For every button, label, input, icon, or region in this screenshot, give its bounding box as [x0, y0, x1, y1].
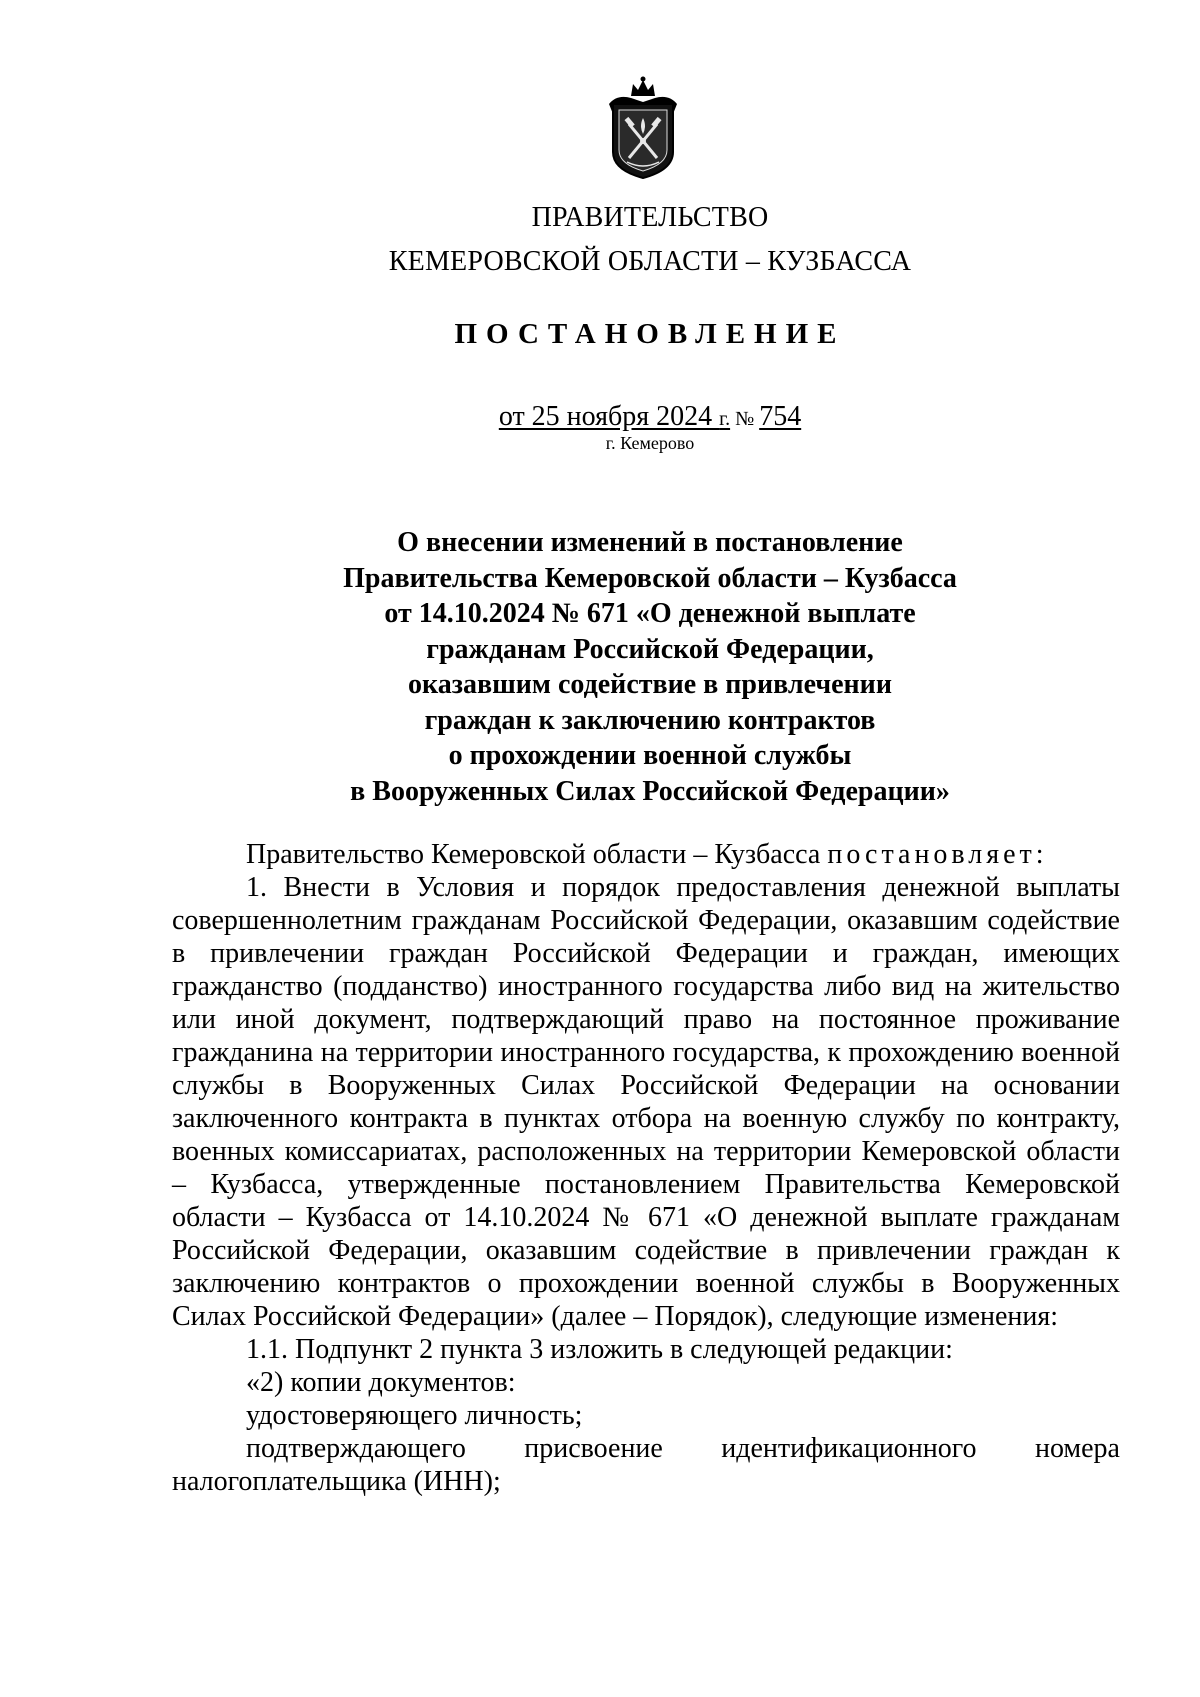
inn-tail-line: налогоплательщика (ИНН);	[172, 1466, 501, 1497]
title-line: оказавшим содействие в привлечении	[408, 669, 892, 700]
document-title	[50, 525, 1200, 809]
decree-date: от 25 ноября 2024	[498, 401, 720, 432]
intro-text: Правительство Кемеровской области – Кузбасса	[246, 839, 828, 870]
title-line: О внесении изменений в постановление	[397, 527, 903, 558]
title-line: Правительства Кемеровской области – Кузбасса	[343, 562, 957, 594]
title-line: граждан к заключению контрактов	[424, 704, 876, 736]
inn-word: подтверждающего	[246, 1433, 466, 1464]
title-line: от 14.10.2024 № 671 «О денежной выплате	[384, 598, 916, 629]
item-1-1-paragraph: 1.1. Подпункт 2 пункта 3 изложить в следующей редакции:	[246, 1334, 953, 1365]
title-line: гражданам Российской Федерации,	[426, 633, 874, 665]
inn-line	[172, 1432, 1120, 1465]
org-name-line2: КЕМЕРОВСКОЙ ОБЛАСТИ – КУЗБАССА	[388, 246, 912, 277]
year-suffix: г.	[719, 408, 731, 430]
org-name-line1: ПРАВИТЕЛЬСТВО	[531, 202, 769, 233]
document-type-heading: ПОСТАНОВЛЕНИЕ	[454, 318, 846, 350]
number-sign: №	[730, 408, 760, 430]
document-body	[172, 838, 1120, 1498]
inn-word: присвоение	[524, 1433, 663, 1464]
intro-paragraph	[172, 838, 1120, 871]
title-line: в Вооруженных Силах Российской Федерации»	[350, 775, 950, 807]
identity-paragraph: удостоверяющего личность;	[246, 1400, 583, 1431]
date-number-line	[50, 400, 1200, 436]
inn-word: идентификационного	[721, 1433, 977, 1464]
city-name: г. Кемерово	[605, 433, 695, 453]
resolves-word: постановляет:	[827, 839, 1048, 870]
quote-start-paragraph: «2) копии документов:	[246, 1367, 516, 1398]
title-line: о прохождении военной службы	[448, 740, 852, 771]
coat-of-arms-emblem	[603, 74, 683, 182]
inn-word: номера	[1034, 1433, 1120, 1464]
decree-number: 754	[759, 401, 802, 432]
item-1-paragraph: 1. Внести в Условия и порядок предоставления денежной выплаты совершеннолетним гражданам Российской Федерации, оказавшим содействие в привлечении граждан Российской Федерации и граждан, имеющих гражданство (подданство) иностранного государства либо вид на жительство или иной документ, подтверждающий право на постоянное проживание гражданина на территории иностранного государства, к прохождению военной службы в Вооруженных Силах Российской Федерации на основании заключенного контракта в пунктах отбора на военную службу по контракту, военных комиссариатах, расположенных на территории Кемеровской области – Кузбасса, утвержденные постановлением Правительства Кемеровской области – Кузбасса от 14.10.2024 № 671 «О денежной выплате гражданам Российской Федерации, оказавшим содействие в привлечении граждан к заключению контрактов о прохождении военной службы в Вооруженных Силах Российской Федерации» (далее – Порядок), следующие изменения:	[172, 872, 1120, 1332]
